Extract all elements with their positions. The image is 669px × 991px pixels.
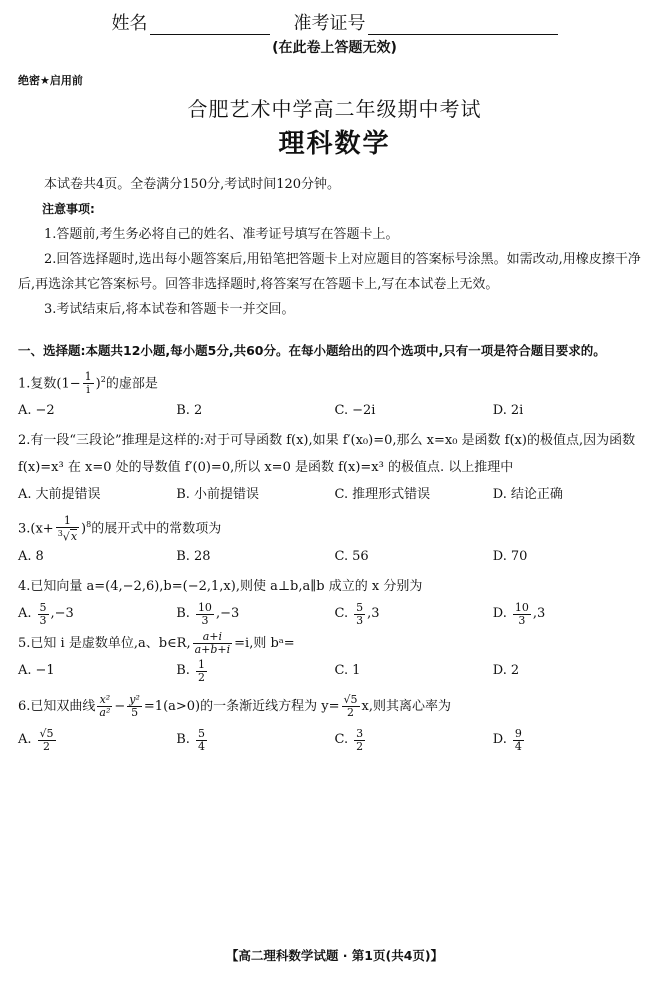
subject-title: 理科数学 [278, 128, 391, 159]
candidate-info [18, 0, 651, 35]
q4-option-a[interactable] [18, 600, 176, 628]
note-2: 2.回答选择题时,选出每小题答案后,用铅笔把答题卡上对应题目的答案标号涂黑。如需改动,用橡皮擦干净后,再选涂其它答案标号。回答非选择题时,将答案写在答题卡上,写在本试卷上无效。 [18, 251, 641, 292]
option-text: 2 [193, 403, 203, 418]
option-text: 2i [510, 403, 524, 418]
option-text: 推理形式错误 [352, 487, 431, 502]
q3-exponent: 8 [86, 520, 92, 529]
q3-root-body: x [70, 530, 78, 544]
option-text: ,3 [532, 606, 546, 622]
option-fraction [354, 602, 365, 627]
q5-option-b[interactable] [176, 657, 334, 685]
q6-option-d[interactable] [493, 726, 651, 754]
option-text: −2 [35, 403, 55, 418]
option-label: B. [176, 732, 190, 748]
option-text: 小前提错误 [193, 487, 259, 502]
option-label: B. [176, 487, 190, 502]
q5-frac-den: a+b+i [194, 643, 231, 657]
q5-text-post: =i,则 bᵃ= [234, 636, 295, 652]
q6-minus: − [114, 699, 126, 715]
option-label: D. [492, 732, 507, 748]
instructions [18, 172, 651, 322]
option-text: 结论正确 [510, 487, 563, 502]
frac-num: 5 [356, 600, 364, 614]
q4-option-c[interactable] [335, 600, 493, 628]
question-6 [18, 693, 651, 720]
frac-den: 3 [39, 613, 47, 627]
option-label: A. [18, 403, 32, 418]
frac-num: 1 [197, 657, 205, 671]
q6-option-c[interactable] [335, 726, 493, 754]
option-label: D. [492, 549, 507, 565]
invalid-note: (在此卷上答题无效) [272, 40, 397, 57]
option-label: A. [18, 732, 32, 748]
frac-den: 3 [518, 613, 526, 627]
id-field [294, 12, 558, 35]
q5-option-a[interactable] [18, 657, 176, 685]
option-fraction [354, 728, 365, 753]
q3-fraction [56, 515, 79, 544]
frac-num: 10 [197, 600, 212, 614]
frac-den: 2 [43, 739, 51, 753]
option-text: 56 [352, 549, 369, 565]
q1-option-c[interactable] [335, 397, 493, 425]
frac-den: 3 [201, 613, 209, 627]
q3-option-d[interactable] [493, 543, 651, 571]
frac-num: 3 [356, 726, 364, 740]
id-label: 准考证号 [293, 13, 366, 34]
q3-frac-num: 1 [56, 515, 79, 528]
q1-exponent: 2 [100, 374, 106, 384]
q6-fraction-slope [342, 694, 360, 719]
frac-num: y² [129, 693, 140, 707]
option-label: A. [18, 606, 32, 622]
exam-summary: 本试卷共4页。全卷满分150分,考试时间120分钟。 [44, 176, 341, 192]
q3-text-pre: 3.(x+ [18, 521, 54, 537]
question-3 [18, 511, 651, 543]
q3-text-post: 的展开式中的常数项为 [91, 521, 222, 537]
q1-frac-num: 1 [84, 370, 92, 383]
option-label: C. [334, 663, 349, 679]
frac-num: x² [97, 694, 112, 707]
option-label: D. [492, 606, 507, 622]
question-1 [18, 366, 651, 397]
q1-options [18, 397, 651, 425]
option-label: B. [176, 549, 190, 565]
q1-text-pre: 1.复数(1− [18, 376, 81, 391]
frac-den: 2 [197, 670, 205, 684]
q1-text-post: 的虚部是 [105, 376, 158, 391]
option-fraction [196, 659, 207, 684]
frac-den: 2 [347, 706, 354, 720]
name-blank [150, 16, 270, 35]
option-text: 70 [510, 549, 528, 565]
option-text: 大前提错误 [35, 487, 101, 502]
option-label: A. [18, 663, 32, 679]
q1-fraction [83, 371, 94, 396]
option-text: 2 [510, 663, 520, 679]
q2-option-a[interactable] [18, 481, 176, 509]
option-label: B. [176, 403, 190, 418]
option-fraction [513, 602, 531, 627]
frac-num: 5 [39, 600, 47, 614]
option-label: D. [492, 403, 507, 418]
q5-text-pre: 5.已知 i 是虚数单位,a、b∈R, [18, 636, 191, 652]
option-text: −1 [35, 663, 55, 679]
q1-frac-den: i [86, 383, 90, 396]
name-field [112, 12, 270, 35]
q5-option-d[interactable] [493, 657, 651, 685]
option-text: ,3 [367, 606, 380, 622]
frac-den: 3 [356, 613, 364, 627]
q3-text-mid: ) [81, 521, 87, 537]
option-text: 1 [352, 663, 361, 679]
q3-option-a[interactable] [18, 543, 176, 571]
q3-option-b[interactable] [176, 543, 334, 571]
frac-den: 4 [197, 739, 205, 753]
frac-num: 10 [514, 600, 529, 614]
q5-frac-num: a+i [193, 631, 233, 644]
option-label: C. [334, 487, 349, 502]
q1-option-a[interactable] [18, 397, 176, 425]
q6-text-post: x,则其离心率为 [361, 699, 451, 715]
question-5 [18, 630, 651, 657]
frac-num: √5 [39, 726, 54, 740]
option-label: B. [176, 606, 190, 622]
option-fraction [196, 728, 207, 753]
option-label: C. [334, 549, 349, 565]
option-fraction [38, 728, 56, 753]
option-text: 8 [35, 549, 44, 565]
section-heading: 一、选择题:本题共12小题,每小题5分,共60分。在每小题给出的四个选项中,只有一项是符合题目要求的。 [18, 342, 606, 358]
q1-option-b[interactable] [176, 397, 334, 425]
q6-text-pre: 6.已知双曲线 [18, 699, 96, 715]
option-label: D. [492, 663, 507, 679]
option-label: C. [334, 606, 349, 622]
option-label: C. [334, 403, 349, 418]
frac-num: 5 [197, 726, 205, 740]
q6-options [18, 726, 651, 754]
frac-den: 5 [131, 706, 139, 720]
q5-option-c[interactable] [335, 657, 493, 685]
q1-option-d[interactable] [493, 397, 651, 425]
option-fraction [196, 602, 214, 627]
option-text: −2i [352, 403, 376, 418]
page-footer: 【高二理科数学试题 · 第1页(共4页)】 [225, 948, 444, 963]
frac-den: 4 [514, 739, 522, 753]
question-2: 2.有一段“三段论”推理是这样的:对于可导函数 f(x),如果 f′(x₀)=0,那么 x=x₀ 是函数 f(x)的极值点,因为函数 f(x)=x³ 在 x=0 处的导数值 f′(0)=0,所以 x=0 是函数 f(x)=x³ 的极值点. 以上推理中 [18, 433, 636, 475]
frac-num: √5 [343, 693, 358, 707]
option-text: ,−3 [215, 606, 240, 622]
option-label: A. [18, 487, 32, 502]
option-fraction [513, 728, 524, 753]
option-fraction [38, 602, 49, 627]
note-1: 1.答题前,考生务必将自己的姓名、准考证号填写在答题卡上。 [44, 226, 399, 242]
q1-text-mid: ) [95, 376, 101, 391]
notes-heading: 注意事项: [42, 201, 95, 216]
option-label: C. [334, 732, 349, 748]
q3-options [18, 543, 651, 571]
option-label: A. [18, 549, 32, 565]
school-title: 合肥艺术中学高二年级期中考试 [187, 96, 482, 121]
name-label: 姓名 [111, 13, 148, 34]
q6-option-a[interactable] [18, 726, 176, 754]
note-3: 3.考试结束后,将本试卷和答题卡一并交回。 [44, 301, 295, 317]
q2-options [18, 481, 651, 509]
q2-option-b[interactable] [176, 481, 334, 509]
q5-fraction [193, 631, 233, 656]
q2-option-c[interactable] [335, 481, 493, 509]
option-text: ,−3 [50, 606, 74, 622]
id-blank [368, 16, 558, 35]
question-4: 4.已知向量 a=(4,−2,6),b=(−2,1,x),则使 a⊥b,a∥b 成立的 x 分别为 [18, 579, 423, 595]
option-label: D. [492, 487, 507, 502]
frac-den: a² [99, 706, 111, 720]
secret-mark: 绝密★启用前 [18, 73, 83, 87]
q6-fraction-x [97, 694, 112, 719]
q4-option-b[interactable] [176, 600, 334, 628]
q5-options [18, 657, 651, 685]
q3-frac-den: $^3$√x [57, 528, 78, 544]
q6-text-mid: =1(a>0)的一条渐近线方程为 y= [143, 699, 340, 715]
frac-num: 9 [514, 726, 522, 740]
q3-root-index: 3 [57, 528, 63, 538]
q3-option-c[interactable] [335, 543, 493, 571]
q4-option-d[interactable] [493, 600, 651, 628]
q2-option-d[interactable] [493, 481, 651, 509]
option-label: B. [176, 663, 190, 679]
q6-option-b[interactable] [176, 726, 334, 754]
q4-options [18, 600, 651, 628]
frac-den: 2 [356, 739, 364, 753]
q6-fraction-y [127, 694, 142, 719]
option-text: 28 [193, 549, 211, 565]
